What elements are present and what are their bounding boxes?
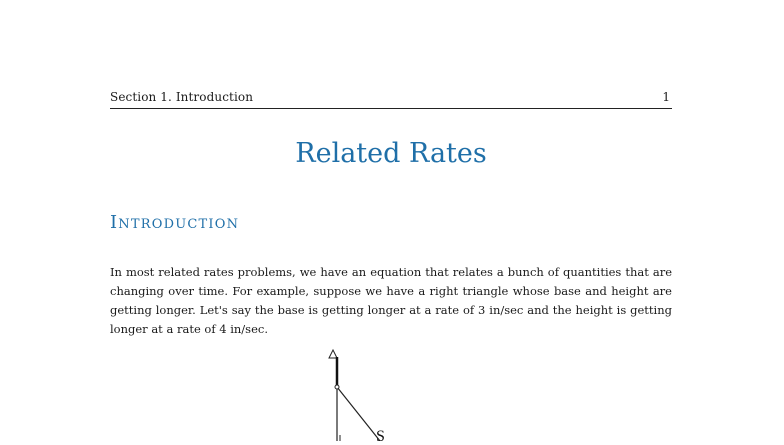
document-title: Related Rates (295, 138, 487, 169)
triangle-diagram (300, 345, 440, 441)
intro-paragraph: In most related rates problems, we have an equation that relates a bunch of quantities that are changing over time. For example, suppose we have a right triangle whose base and height are getting longer. Let's say the base is getting longer at a rate of 3 in/sec and the height is getting longer at a rate of 4 in/sec. (110, 265, 672, 336)
running-header (110, 90, 672, 109)
vertex-marker (335, 385, 339, 389)
header-section-label: Section 1. Introduction (110, 90, 254, 104)
header-page-number: 1 (662, 90, 670, 104)
height-arrow-icon (329, 350, 337, 358)
section-heading-introduction: Introduction (110, 212, 240, 233)
triangle-figure (300, 345, 440, 441)
hypotenuse-label: S (376, 428, 385, 441)
triangle-hypotenuse (337, 387, 380, 441)
